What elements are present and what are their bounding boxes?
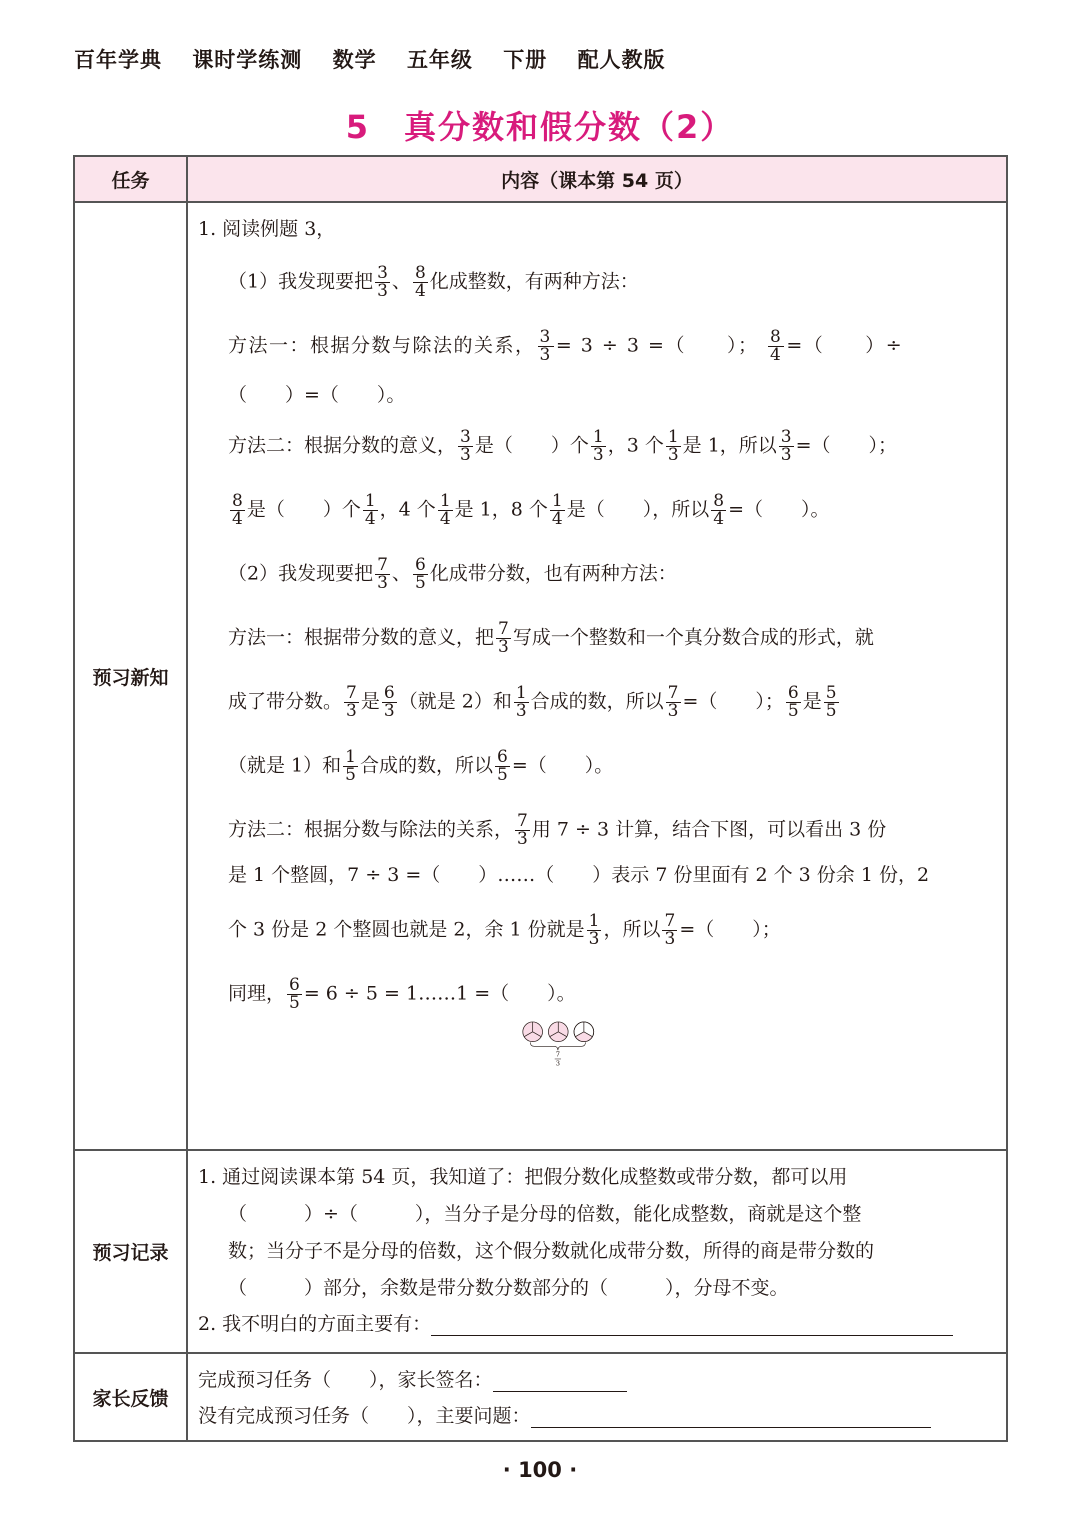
pie-circle-1 <box>523 1022 543 1042</box>
fraction: $\frac{6}{3}$ <box>383 683 395 721</box>
record-line-3: 数；当分子不是分母的倍数，这个假分数就化成带分数，所得的商是带分数的 <box>228 1240 875 1262</box>
fraction: $\frac{7}{3}$ <box>377 555 388 593</box>
fraction: $\frac{7}{3}$ <box>346 683 357 721</box>
fraction: $\frac{7}{3}$ <box>517 811 528 849</box>
fraction: $\frac{1}{3}$ <box>588 911 600 949</box>
fraction: $\frac{7}{3}$ <box>667 683 679 721</box>
fraction: $\frac{6}{5}$ <box>414 555 426 593</box>
fraction: $\frac{6}{5}$ <box>787 683 799 721</box>
feedback-line-1: 完成预习任务（ ），家长签名： <box>198 1368 627 1392</box>
fraction: $\frac{8}{4}$ <box>414 263 426 301</box>
fraction: $\frac{3}{3}$ <box>780 427 792 465</box>
fraction: $\frac{1}{4}$ <box>439 491 451 529</box>
row-label-preview: 预习新知 <box>74 202 187 1150</box>
header-grade: 五年级 <box>406 48 473 72</box>
preview-method1: 方法一：根据分数与除法的关系， $\frac{3}{3}$ = 3 ÷ 3 =（ ）； $\frac{8}{4}$ =（ ）÷ <box>228 327 904 365</box>
header-subject: 数学 <box>332 48 377 72</box>
problem-line[interactable] <box>531 1407 931 1428</box>
fraction: $\frac{1}{3}$ <box>592 427 604 465</box>
preview-mixed-method2: 方法二：根据分数与除法的关系， $\frac{7}{3}$ 用 7 ÷ 3 计算，结合下图，可以看出 3 份 <box>228 811 887 849</box>
record-line-2: （ ）÷（ ），当分子是分母的倍数，能化成整数，商就是这个整 <box>228 1203 862 1225</box>
preview-method1-cont: （ ）=（ ）。 <box>228 384 406 406</box>
lesson-title <box>0 102 1080 148</box>
fraction: $\frac{1}{4}$ <box>364 491 376 529</box>
preview-mixed-method2-cont: 是 1 个整圆，7 ÷ 3 =（ ）……（ ）表示 7 份里面有 2 个 3 份余 1 份，2 <box>228 864 930 886</box>
preview-method2-cont: $\frac{8}{4}$ 是（ ）个 $\frac{1}{4}$ ，4 个 $\frac{1}{4}$ 是 1，8 个 $\frac{1}{4}$ 是（ ），所以 $\frac{8}{4}$ =（ ）。 <box>232 491 830 529</box>
lesson-title-text: 真分数和假分数（2） <box>403 108 735 146</box>
fraction: $\frac{5}{5}$ <box>825 683 837 721</box>
book-header <box>74 44 688 74</box>
fraction: $\frac{7}{3}$ <box>498 619 509 657</box>
fraction: $\frac{8}{4}$ <box>713 491 725 529</box>
worksheet-table <box>73 155 1008 1442</box>
pie-diagram <box>334 1018 714 1148</box>
preview-mixed-method1: 方法一：根据带分数的意义，把 $\frac{7}{3}$ 写成一个整数和一个真分数合成的形式，就 <box>228 619 874 657</box>
preview-mixed-method1-cont: 成了带分数。 $\frac{7}{3}$ 是 $\frac{6}{3}$ （就是 2）和 $\frac{1}{3}$ 合成的数，所以 $\frac{7}{3}$ =（ ）； $\frac{6}{5}$ 是 $\frac{5}{5}$ <box>228 683 837 721</box>
preview-similarly: 同理， $\frac{6}{5}$ = 6 ÷ 5 = 1……1 =（ ）。 <box>228 975 576 1013</box>
header-book: 课时学练测 <box>192 48 303 72</box>
feedback-line-2: 没有完成预习任务（ ），主要问题： <box>198 1404 931 1428</box>
fraction: $\frac{3}{3}$ <box>377 263 388 301</box>
lesson-number: 5 <box>345 108 370 146</box>
header-series: 百年学典 <box>74 48 162 72</box>
preview-method2: 方法二：根据分数的意义， $\frac{3}{3}$ 是（ ）个 $\frac{1}{3}$ ，3 个 $\frac{1}{3}$ 是 1，所以 $\frac{3}{3}$ =（ ）； <box>228 427 898 465</box>
fraction: $\frac{3}{3}$ <box>460 427 471 465</box>
fraction: $\frac{1}{3}$ <box>667 427 679 465</box>
row-label-feedback: 家长反馈 <box>74 1353 187 1441</box>
page-number: · 100 · <box>502 1458 578 1482</box>
header-volume: 下册 <box>503 48 548 72</box>
answer-line[interactable] <box>431 1315 953 1336</box>
preview-mixed-method2-cont2: 个 3 份是 2 个整圆也就是 2，余 1 份就是 $\frac{1}{3}$ ，所以 $\frac{7}{3}$ =（ ）； <box>228 911 781 949</box>
fraction: $\frac{1}{4}$ <box>551 491 563 529</box>
pie-circle-3 <box>574 1022 594 1042</box>
fraction: $\frac{8}{4}$ <box>770 327 783 365</box>
signature-line[interactable] <box>493 1371 627 1392</box>
feedback-content <box>187 1353 1007 1441</box>
preview-q1: （1）我发现要把 $\frac{3}{3}$ 、 $\frac{8}{4}$ 化成整数，有两种方法： <box>228 263 639 301</box>
record-line-4: （ ）部分，余数是带分数分数部分的（ ），分母不变。 <box>228 1277 789 1299</box>
brace-fraction-denominator: 3 <box>555 1059 561 1068</box>
fraction: $\frac{1}{3}$ <box>515 683 527 721</box>
col-header-content: 内容（课本第 54 页） <box>187 156 1007 202</box>
col-header-task: 任务 <box>74 156 187 202</box>
fraction: $\frac{1}{5}$ <box>345 747 356 785</box>
preview-content <box>187 202 1007 1150</box>
record-content <box>187 1150 1007 1353</box>
brace-fraction-numerator: 7 <box>555 1050 561 1059</box>
brace <box>530 1042 585 1050</box>
preview-q2: （2）我发现要把 $\frac{7}{3}$ 、 $\frac{6}{5}$ 化成带分数，也有两种方法： <box>228 555 677 593</box>
record-line-5: 2. 我不明白的方面主要有： <box>198 1312 953 1336</box>
header-edition: 配人教版 <box>577 48 666 72</box>
fraction: $\frac{6}{5}$ <box>496 747 508 785</box>
fraction: $\frac{3}{3}$ <box>539 327 552 365</box>
preview-mixed-method1-cont2: （就是 1）和 $\frac{1}{5}$ 合成的数，所以 $\frac{6}{5}$ =（ ）。 <box>228 747 614 785</box>
fraction: $\frac{6}{5}$ <box>289 975 300 1013</box>
pie-circle-2 <box>548 1022 568 1042</box>
row-label-record: 预习记录 <box>74 1150 187 1353</box>
preview-line-1: 1. 阅读例题 3， <box>198 218 336 240</box>
record-line-1: 1. 通过阅读课本第 54 页，我知道了：把假分数化成整数或带分数，都可以用 <box>198 1166 848 1188</box>
fraction: $\frac{7}{3}$ <box>664 911 676 949</box>
fraction: $\frac{8}{4}$ <box>232 491 243 529</box>
